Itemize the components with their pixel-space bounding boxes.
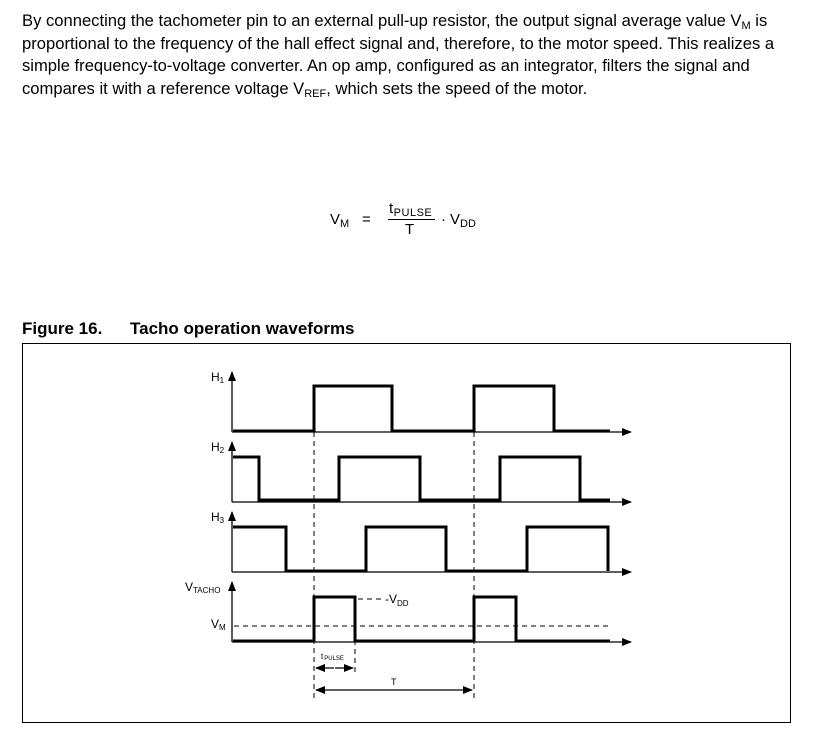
paragraph-text-1: By connecting the tachometer pin to an external pull-up resistor, the output signal average value V: [22, 11, 742, 30]
time-axes: [232, 432, 631, 642]
formula-numerator: $t_{PULSE}$: [389, 200, 433, 219]
waveform-vtacho: [233, 597, 610, 641]
formula-denominator: T: [405, 221, 415, 238]
formula-rhs: $V_{DD}$: [450, 211, 476, 230]
paragraph-text-2: is proportional to the frequency of the hall effect signal and, therefore, to the motor speed. This realizes a simple frequency-to-voltage converter. An op amp, configured as an integrator, filters the signal and compares it with a reference voltage V: [22, 11, 775, 98]
formula-dot: ·: [441, 211, 446, 228]
formula-equals: =: [362, 211, 371, 228]
label-h2: H2: [211, 440, 225, 455]
waveforms: [233, 386, 610, 641]
label-vdd: $-V_{DD}$: [385, 592, 409, 608]
label-tpulse: tPULSE: [321, 652, 344, 662]
label-h3: H3: [211, 510, 225, 525]
label-period: T: [391, 677, 397, 687]
waveform-h3: [233, 527, 608, 571]
waveform-h1: [233, 386, 610, 431]
label-vm: VM: [211, 617, 226, 632]
figure-number: Figure 16.: [22, 319, 103, 338]
paragraph-text-3: , which sets the speed of the motor.: [326, 78, 588, 98]
waveform-h2: [233, 457, 610, 500]
paragraph-sub-ref: REF: [304, 87, 327, 100]
formula-lhs: $V_M$: [330, 211, 350, 230]
paragraph-sub-m: M: [741, 20, 751, 32]
figure-title: Tacho operation waveforms: [130, 319, 355, 338]
label-h1: H1: [211, 370, 225, 385]
guide-lines: [234, 432, 610, 700]
label-vtacho: VTACHO: [185, 580, 221, 595]
